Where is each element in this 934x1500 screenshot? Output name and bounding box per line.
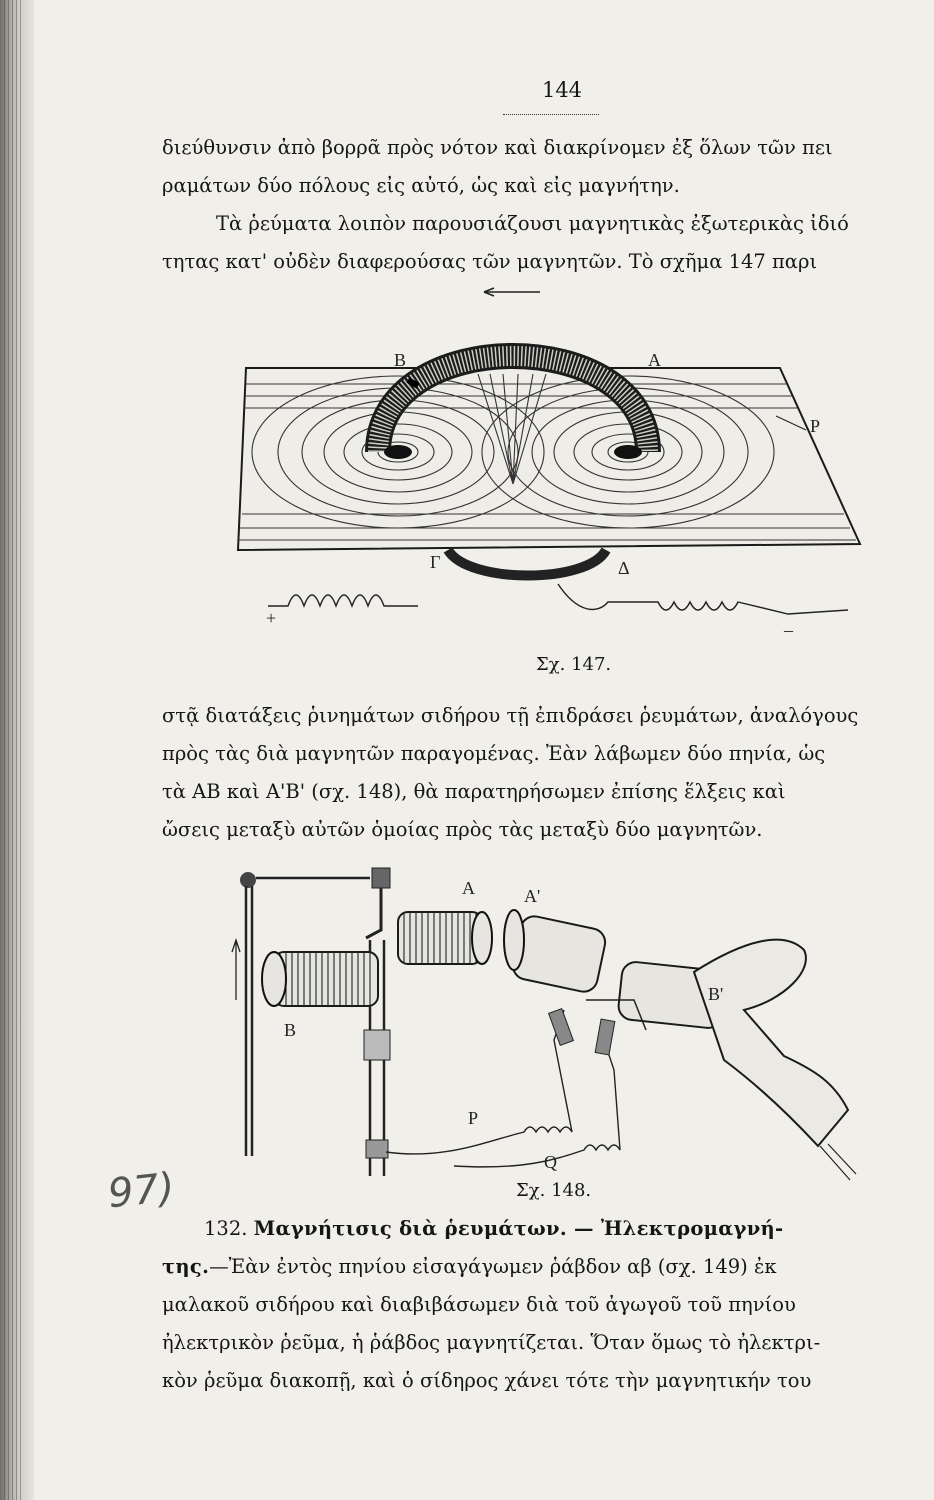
label-A: Α (648, 350, 661, 370)
label-B: Β (284, 1020, 297, 1040)
figure-147-magnetic-field-diagram (228, 284, 868, 656)
paragraph-1 (162, 129, 934, 281)
label-Gamma: Γ (430, 552, 441, 572)
coil-AB (274, 912, 482, 1006)
text-line: τητας κατ' οὐδὲν διαφερούσας τῶν μαγνητῶν. Τὸ σχῆμα 147 παρι (162, 250, 818, 273)
text-line: ὤσεις μεταξὺ αὐτῶν ὁμοίας πρὸς τὰς μεταξὺ δύο μαγνητῶν. (162, 818, 763, 841)
text-line: στᾷ διατάξεις ῥινημάτων σιδήρου τῇ ἐπιδράσει ῥευμάτων, ἀναλόγους (162, 704, 859, 727)
label-A: Α (462, 878, 475, 898)
text-line: —Ἐὰν ἐντὸς πηνίου εἰσαγάγωμεν ῥάβδον αβ (σχ. 149) ἐκ (209, 1255, 777, 1278)
label-B: Β (394, 350, 407, 370)
figure-148-caption: Σχ. 148. (516, 1180, 592, 1201)
text-line: τὰ ΑΒ καὶ Α'Β' (σχ. 148), θὰ παρατηρήσωμεν ἐπίσης ἕλξεις καὶ (162, 780, 786, 803)
wire-P (386, 1010, 572, 1154)
label-minus: – (784, 620, 793, 640)
wire-right (558, 584, 848, 614)
label-Q: Q (544, 1152, 557, 1172)
stand-rod (246, 878, 370, 1156)
text-line: διεύθυνσιν ἀπὸ βορρᾶ πρὸς νότον καὶ διακρίνομεν ἐξ ὅλων τῶν πει (162, 136, 833, 159)
label-Delta: Δ (618, 558, 630, 578)
figure-148-two-coils-apparatus (224, 860, 864, 1182)
figure-147-caption: Σχ. 147. (536, 654, 612, 675)
section-132 (162, 1210, 934, 1400)
label-B-prime: Β' (708, 984, 724, 1004)
hand-holding-coil (694, 940, 848, 1146)
text-line: Τὰ ῥεύματα λοιπὸν παρουσιάζουσι μαγνητικὰς ἐξωτερικὰς ἰδιό (216, 212, 849, 235)
handwritten-margin-note: 97) (105, 1164, 177, 1218)
page-edges (4, 0, 24, 1500)
text-line: μαλακοῦ σιδήρου καὶ διαβιβάσωμεν διὰ τοῦ ἀγωγοῦ τοῦ πηνίου (162, 1293, 796, 1316)
label-A-prime: Α' (524, 886, 541, 906)
page-number-rule (503, 114, 599, 115)
text-line: πρὸς τὰς διὰ μαγνητῶν παραγομένας. Ἐὰν λάβωμεν δύο πηνία, ὡς (162, 742, 826, 765)
text-line: ἠλεκτρικὸν ῥεῦμα, ἡ ῥάβδος μαγνητίζεται. Ὅταν ὅμως τὸ ἠλεκτρι- (162, 1331, 821, 1354)
text-line: ραμάτων δύο πόλους εἰς αὐτό, ὡς καὶ εἰς μαγνήτην. (162, 174, 680, 197)
label-plus: + (266, 608, 277, 628)
section-title: Μαγνήτισις διὰ ῥευμάτων. — Ἠλεκτρομαγνή- (253, 1217, 784, 1240)
text-line: κὸν ῥεῦμα διακοπῇ, καὶ ὁ σίδηρος χάνει τότε τὴν μαγνητικήν του (162, 1369, 812, 1392)
paragraph-2 (162, 697, 934, 849)
section-title-cont: της. (162, 1255, 210, 1278)
wire-Q (454, 1040, 620, 1167)
wire-left (268, 595, 418, 606)
page-number: 144 (541, 78, 583, 102)
label-P: Ρ (468, 1108, 479, 1128)
iron-filings-plate (238, 368, 860, 550)
label-P: Ρ (810, 416, 821, 436)
section-number: 132. (204, 1217, 248, 1240)
